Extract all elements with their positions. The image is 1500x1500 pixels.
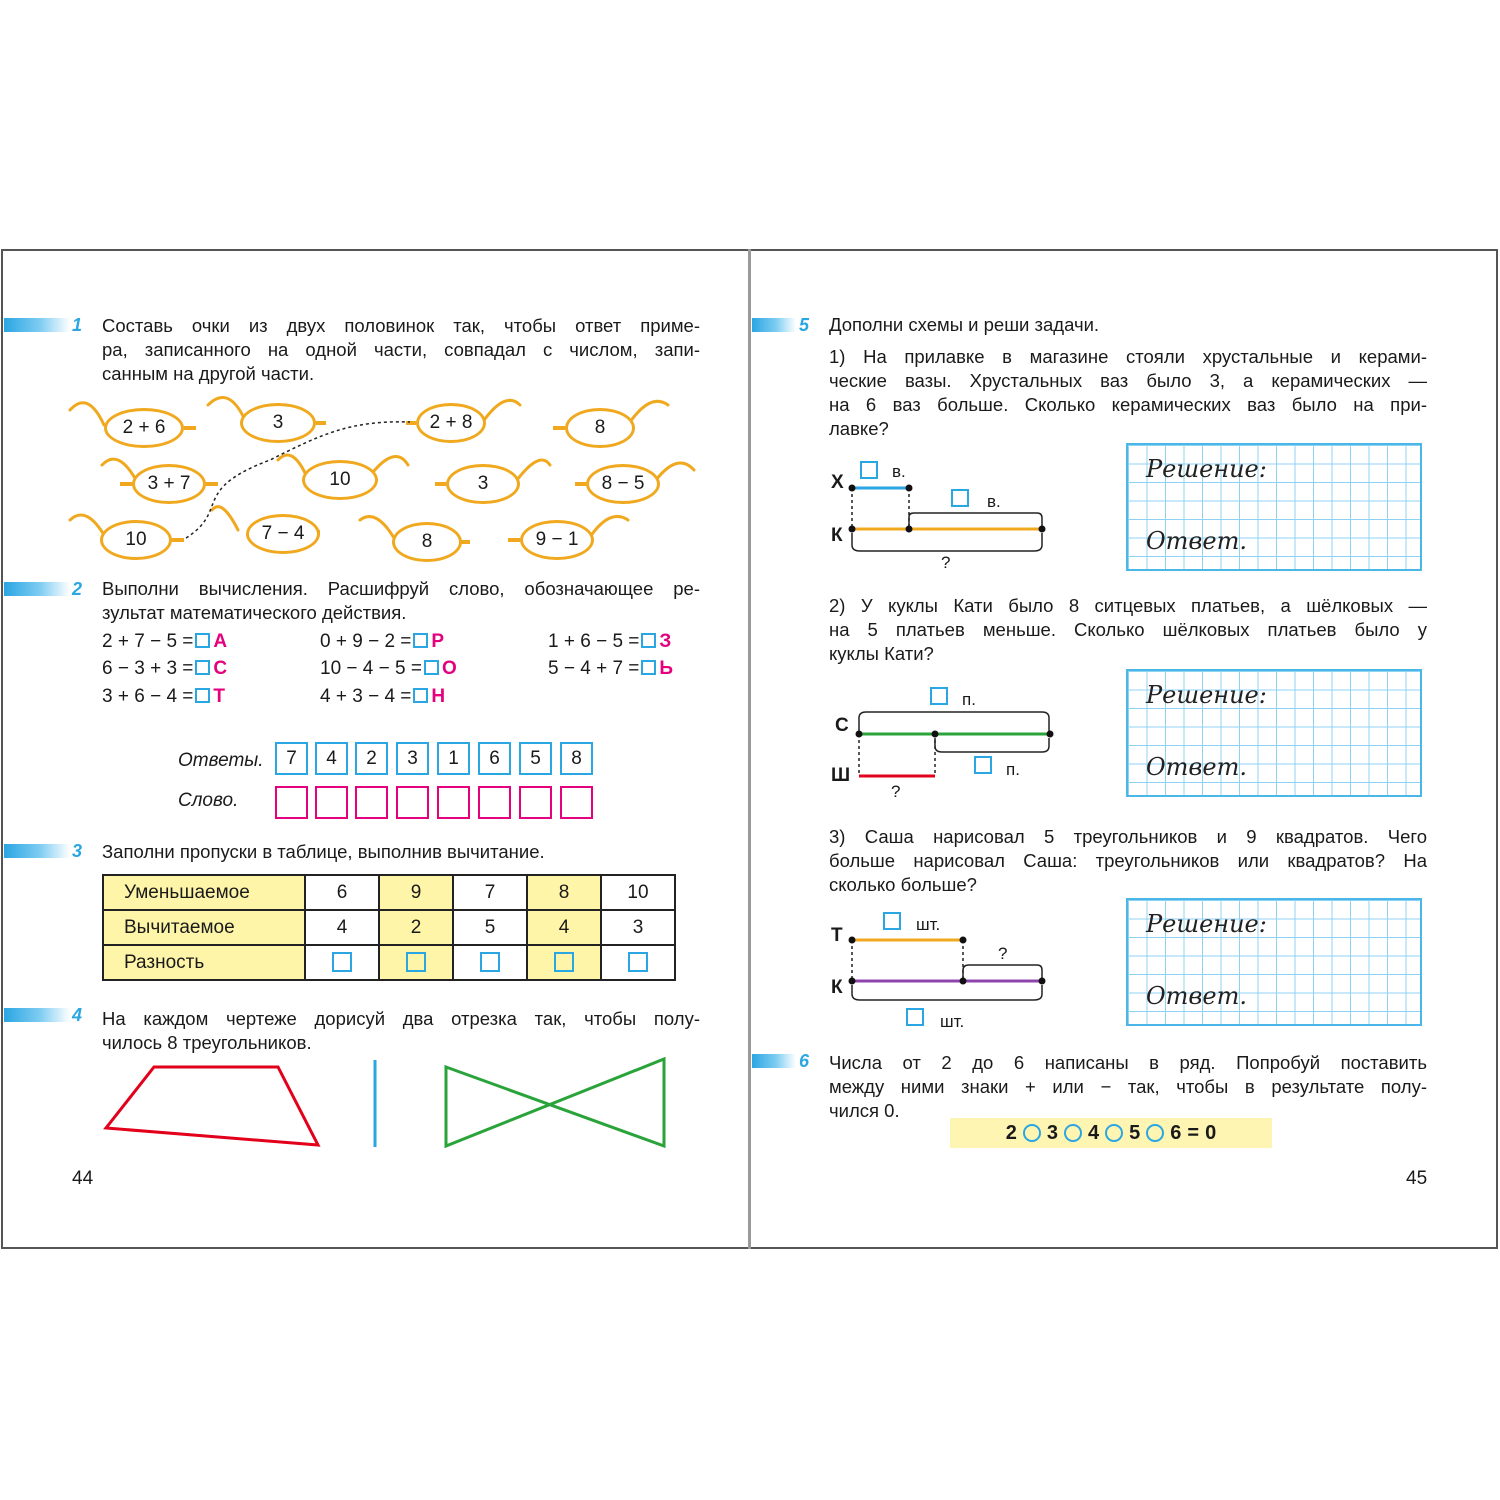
sign-circle[interactable] [1064,1124,1082,1142]
glasses-half[interactable]: 8 [565,408,635,448]
table-cell: 3 [601,910,675,945]
task4-line: На каждом чертеже дорисуй два отрезка так, чтобы полу- [102,1008,700,1029]
word-letter-box[interactable] [560,786,593,819]
row-header: Уменьшаемое [103,875,305,910]
word-letter-box[interactable] [355,786,388,819]
task4-line: чилось 8 треугольников. [102,1032,312,1053]
task3-text: Заполни пропуски в таблице, выполнив вычитание. [102,841,545,862]
glasses-half[interactable]: 8 [392,522,462,562]
scheme-input-box[interactable] [906,1008,924,1026]
glasses-half[interactable]: 3 + 7 [132,464,206,504]
table-row [103,945,675,980]
scheme-unit: шт. [916,915,941,934]
table-cell: 2 [379,910,453,945]
table-row [103,910,675,945]
problem2-line: куклы Кати? [829,643,934,664]
task4-drawings[interactable] [0,1050,748,1160]
answer-number-box: 3 [396,742,429,775]
scheme-question: ? [998,944,1008,963]
scheme-label: Х [831,472,844,493]
task6-line: Числа от 2 до 6 написаны в ряд. Попробуй поставить [829,1052,1427,1073]
glasses-half[interactable]: 7 − 4 [246,514,320,554]
scheme-input-box[interactable] [883,912,901,930]
scheme-label: Ш [831,765,851,786]
answers-label: Ответы. [178,750,264,771]
scheme-input-box[interactable] [974,756,992,774]
task-marker-bar [752,1054,796,1068]
glasses-half[interactable]: 2 + 6 [104,408,184,448]
equation: 10 − 4 − 5 = О [320,658,457,679]
table-row [103,875,675,910]
scheme-unit: п. [962,690,976,709]
task-number: 4 [72,1005,83,1025]
seq-number: 5 [1129,1121,1141,1144]
task-marker-bar [4,844,70,858]
scheme-label: С [835,715,849,736]
glasses-half[interactable]: 2 + 8 [416,403,486,443]
answer-box[interactable] [641,660,656,675]
answer-box[interactable] [195,688,210,703]
glasses-half[interactable]: 3 [240,403,316,443]
table-cell: 4 [305,910,379,945]
solution-label: Решение: [1146,910,1267,938]
seq-number: 2 [1005,1121,1017,1144]
scheme-unit: п. [1006,760,1020,779]
task-marker-bar [752,318,796,332]
problem3-line: больше нарисовал Саша: треугольников или квадратов? На [829,850,1427,871]
equation: 2 + 7 − 5 = А [102,631,228,652]
word-letter-box[interactable] [315,786,348,819]
scheme-input-box[interactable] [951,489,969,507]
scheme-input-box[interactable] [860,461,878,479]
glasses-half[interactable]: 9 − 1 [520,520,594,560]
number-sequence [950,1118,1272,1148]
solution-label: Решение: [1146,455,1267,483]
table-cell-input[interactable] [453,945,527,980]
word-letter-box[interactable] [437,786,470,819]
glasses-half[interactable]: 10 [302,460,378,500]
task-number: 2 [72,579,83,599]
equation: 6 − 3 + 3 = С [102,658,228,679]
seq-result: 0 [1205,1121,1217,1144]
scheme-label: Т [831,925,843,946]
problem2-line: на 5 платьев меньше. Сколько шёлковых платьев было у [829,619,1427,640]
task6-line: чился 0. [829,1100,900,1121]
scheme-unit: в. [987,492,1001,511]
seq-number: 3 [1046,1121,1059,1144]
table-cell: 10 [601,875,675,910]
task5-text: Дополни схемы и реши задачи. [829,314,1100,335]
sign-circle[interactable] [1023,1124,1041,1142]
problem1-line: на 6 ваз больше. Сколько керамических ваз было на при- [829,394,1427,415]
scheme-question: ? [941,553,951,572]
scheme-unit: шт. [940,1012,965,1031]
table-cell-input[interactable] [527,945,601,980]
glasses-half[interactable]: 3 [446,464,520,504]
table-cell: 9 [379,875,453,910]
answer-number-box: 1 [437,742,470,775]
subtraction-table [102,874,676,981]
scheme-question: ? [891,782,901,801]
task-marker-bar [4,1008,70,1022]
scheme-unit: в. [892,462,906,481]
word-label: Слово. [178,790,239,811]
problem3-line: 3) Саша нарисовал 5 треугольников и 9 квадратов. Чего [829,826,1427,847]
glasses-half[interactable]: 8 − 5 [586,464,660,504]
equation: 4 + 3 − 4 = Н [320,686,446,707]
task-marker-bar [4,582,70,596]
solution-grid[interactable] [1126,443,1422,571]
table-cell-input[interactable] [379,945,453,980]
sign-circle[interactable] [1105,1124,1123,1142]
equation: 1 + 6 − 5 = З [548,631,672,652]
task-number: 6 [799,1051,810,1071]
task-number: 5 [799,315,810,335]
answer-box[interactable] [413,633,428,648]
problem2-line: 2) У куклы Кати было 8 ситцевых платьев, а шёлковых — [829,595,1427,616]
page-number: 45 [1406,1168,1428,1189]
table-cell: 6 [305,875,379,910]
answer-label: Ответ. [1146,527,1247,555]
answer-box[interactable] [413,688,428,703]
sign-circle[interactable] [1146,1124,1164,1142]
equation: 3 + 6 − 4 = Т [102,686,225,707]
answer-box[interactable] [641,633,656,648]
table-cell: 5 [453,910,527,945]
task2-line: зультат математического действия. [102,602,407,623]
table-cell-input[interactable] [601,945,675,980]
answer-number-box: 2 [355,742,388,775]
table-cell-input[interactable] [305,945,379,980]
book-spine [748,249,751,1249]
solution-grid[interactable] [1126,898,1422,1026]
word-letter-box[interactable] [275,786,308,819]
task-marker-bar [4,318,70,332]
scheme-input-box[interactable] [930,687,948,705]
answer-number-box: 4 [315,742,348,775]
word-letter-box[interactable] [519,786,552,819]
seq-number: 6 [1170,1121,1182,1144]
equation: 5 − 4 + 7 = Ь [548,658,674,679]
task-number: 3 [72,841,83,861]
answer-number-box: 7 [275,742,308,775]
answer-box[interactable] [195,633,210,648]
scheme-2[interactable] [820,690,1080,810]
glasses-half[interactable]: 10 [100,520,172,560]
row-header: Вычитаемое [103,910,305,945]
answer-number-box: 8 [560,742,593,775]
answer-number-box: 5 [519,742,552,775]
table-cell: 4 [527,910,601,945]
task1-line: санным на другой части. [102,363,315,384]
answer-box[interactable] [424,660,439,675]
task-number: 1 [72,315,83,335]
problem1-line: ческие вазы. Хрустальных ваз было 3, а керамических — [829,370,1427,391]
problem1-line: 1) На прилавке в магазине стояли хрустальные и керами- [829,346,1427,367]
solution-grid[interactable] [1126,669,1422,797]
task1-line: ра, записанного на одной части, совпадал с числом, запи- [102,339,700,360]
seq-number: 4 [1088,1121,1100,1144]
scheme-3[interactable] [820,920,1080,1020]
word-letter-box[interactable] [396,786,429,819]
page-number: 44 [72,1168,94,1189]
task6-line: между ними знаки + или − так, чтобы в результате полу- [829,1076,1427,1097]
solution-label: Решение: [1146,681,1267,709]
equation: 0 + 9 − 2 = Р [320,631,445,652]
answer-number-box: 6 [478,742,511,775]
answer-label: Ответ. [1146,982,1247,1010]
task2-line: Выполни вычисления. Расшифруй слово, обозначающее ре- [102,578,700,599]
scheme-label: К [831,977,843,998]
row-header: Разность [103,945,305,980]
problem1-line: лавке? [829,418,889,439]
table-cell: 8 [527,875,601,910]
table-cell: 7 [453,875,527,910]
equals-sign: = [1187,1121,1200,1144]
task1-line: Составь очки из двух половинок так, чтобы ответ приме- [102,315,700,336]
answer-box[interactable] [195,660,210,675]
scheme-label: К [831,525,843,546]
word-letter-box[interactable] [478,786,511,819]
problem3-line: сколько больше? [829,874,977,895]
answer-label: Ответ. [1146,753,1247,781]
